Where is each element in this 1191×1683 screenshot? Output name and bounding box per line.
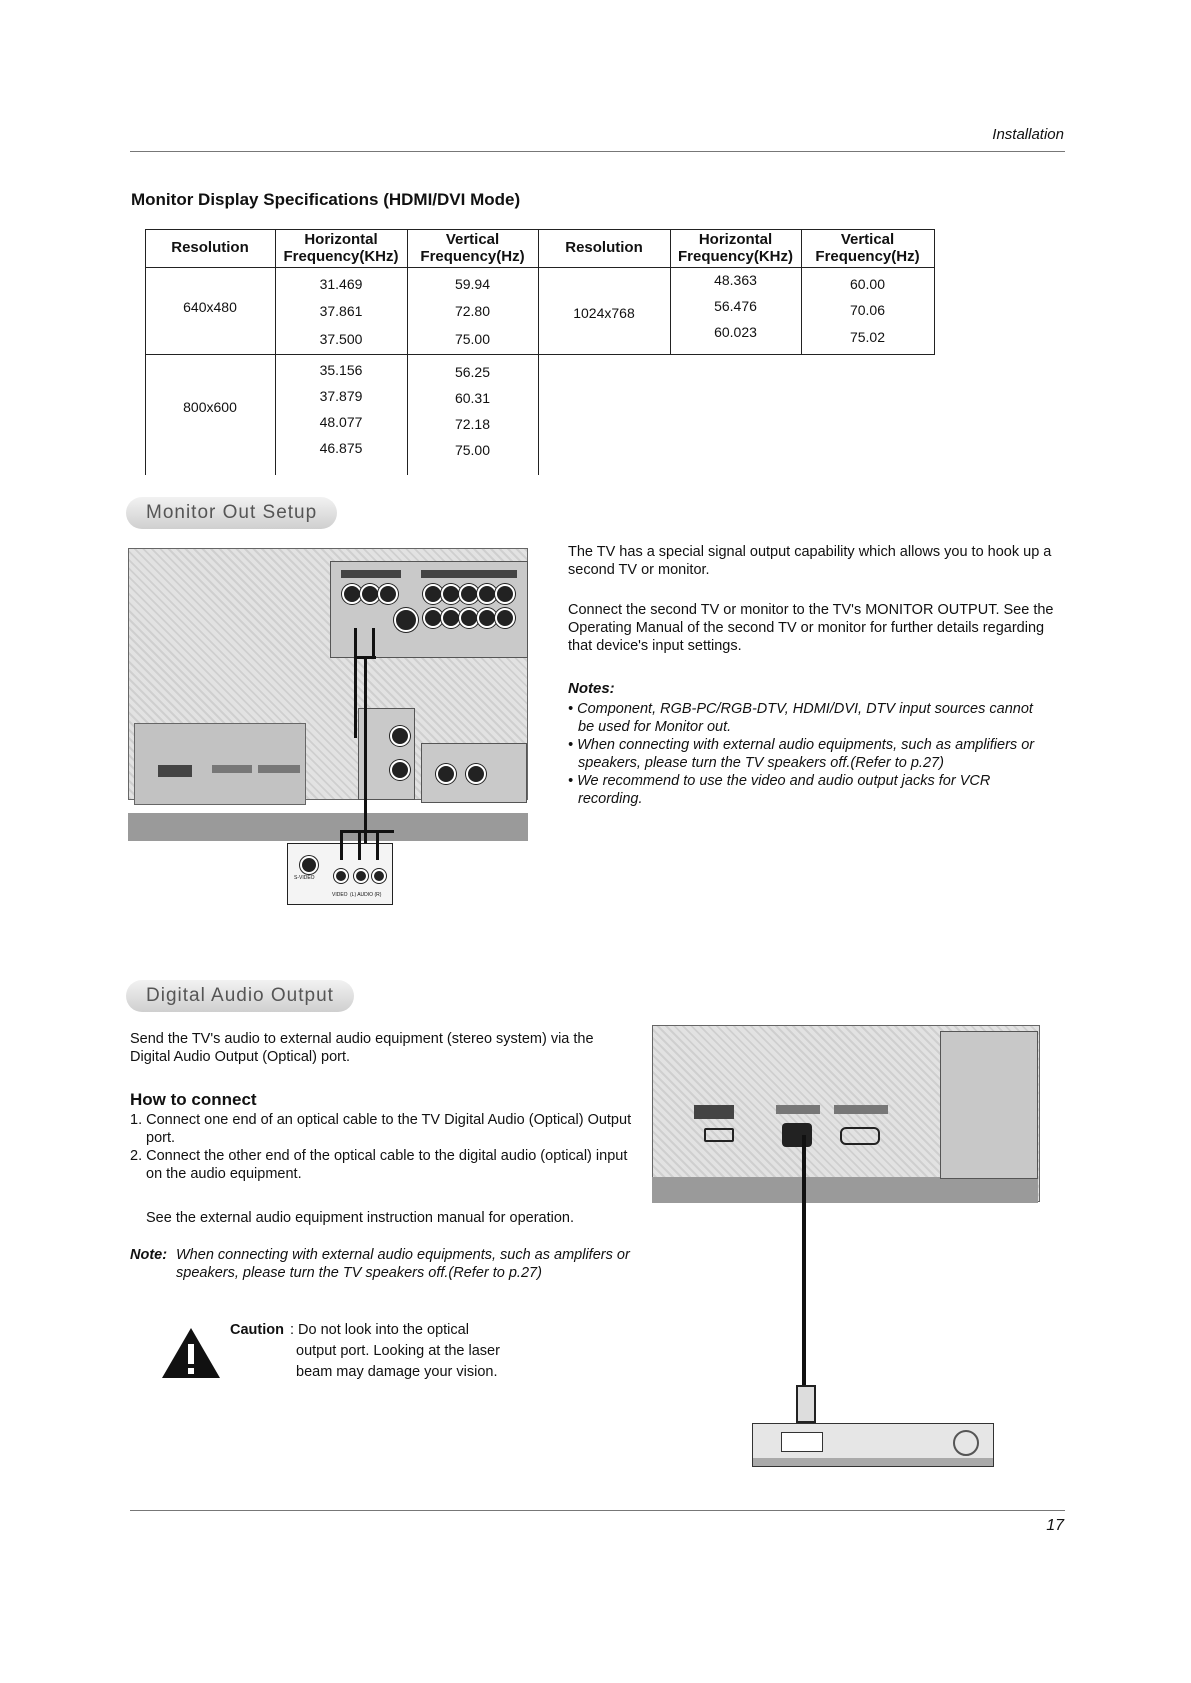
res-1024x768: 1024x768 — [573, 305, 635, 321]
antenna-panel — [940, 1031, 1038, 1179]
jack-icon — [378, 584, 398, 604]
th-vertical-2 — [801, 231, 934, 265]
section-header: Installation — [992, 126, 1064, 143]
monitor-out-p2: Connect the second TV or monitor to the TV's MONITOR OUTPUT. See the Operating Manual of the second TV or monitor for further details regarding that device's input settings. — [568, 602, 1054, 654]
h-640-0: 31.469 — [319, 276, 363, 292]
tv-bottom-strip — [128, 813, 528, 841]
notes-title: Notes: — [568, 680, 615, 697]
monitor-output-label — [341, 570, 401, 578]
th-resolution-2: Resolution — [565, 239, 643, 256]
cable — [354, 628, 357, 738]
note-text: When connecting with external audio equipments, such as amplifers or speakers, please turn the TV speakers off.(Refer to p.27) — [176, 1247, 630, 1281]
notes-list — [568, 700, 1048, 808]
th-vertical — [407, 231, 538, 265]
cable — [364, 658, 367, 843]
digital-audio-intro: Send the TV's audio to external audio equipment (stereo system) via the Digital Audio Output (Optical) port. — [130, 1031, 594, 1065]
how-to-connect-title: How to connect — [130, 1090, 257, 1109]
cable — [372, 628, 375, 658]
warning-icon — [160, 1326, 222, 1380]
jack-icon — [477, 608, 497, 628]
th-horizontal-l1: Horizontal — [304, 231, 378, 248]
th-resolution: Resolution — [171, 239, 249, 256]
component-input-label — [421, 570, 517, 578]
antenna-jack-icon — [390, 726, 410, 746]
optical-port-icon — [782, 1123, 812, 1147]
jack-icon — [423, 608, 443, 628]
th-horizontal — [275, 231, 407, 265]
rgb-port-icon — [840, 1127, 880, 1145]
caution-label: Caution — [230, 1322, 284, 1338]
h-800-2: 48.077 — [319, 414, 363, 430]
h-1024-1: 56.476 — [714, 298, 757, 314]
tv-bottom-strip — [652, 1177, 1038, 1203]
cable-jack-icon — [390, 760, 410, 780]
receiver-display — [781, 1432, 823, 1452]
steps-list — [130, 1111, 635, 1183]
audio-label: (L) AUDIO (R) — [350, 892, 382, 898]
jack-icon — [441, 584, 461, 604]
jack-icon — [459, 608, 479, 628]
page-number: 17 — [1046, 1517, 1064, 1534]
svideo-label: S-VIDEO — [294, 875, 315, 881]
svideo-jack-icon — [394, 608, 418, 632]
v-1024-1: 70.06 — [849, 302, 886, 318]
monitor-out-heading: Monitor Out Setup — [126, 497, 337, 529]
hdmi-input-label — [694, 1105, 734, 1119]
th-horizontal-l2: Frequency(KHz) — [283, 248, 399, 265]
v-640-2: 75.00 — [454, 331, 491, 347]
h-640-1: 37.861 — [319, 303, 363, 319]
optical-cable — [802, 1135, 806, 1405]
cable — [376, 830, 379, 860]
see-manual-text: See the external audio equipment instruction manual for operation. — [146, 1210, 575, 1226]
v-1024-2: 75.02 — [849, 329, 886, 345]
note-item: • Component, RGB-PC/RGB-DTV, HDMI/DVI, DTV input sources cannot be used for Monitor out. — [568, 701, 1033, 735]
volume-knob-icon — [953, 1430, 979, 1456]
th-vertical-2-l2: Frequency(Hz) — [815, 248, 920, 265]
video-jack-icon — [334, 869, 348, 883]
spec-title: Monitor Display Specifications (HDMI/DVI Mode) — [131, 190, 521, 209]
spec-table — [145, 229, 935, 479]
h-1024-2: 60.023 — [714, 324, 757, 340]
rgb-pc-input-label — [258, 765, 300, 773]
cable — [358, 830, 361, 860]
digital-audio-label — [776, 1105, 820, 1114]
footer-rule — [130, 1510, 1065, 1511]
hdmi-port-icon — [704, 1128, 734, 1142]
v-800-0: 56.25 — [454, 364, 491, 380]
step-item: 1. Connect one end of an optical cable to the TV Digital Audio (Optical) Output port. — [130, 1112, 632, 1146]
note-item: • When connecting with external audio equipments, such as amplifiers or speakers, please turn the TV speakers off.(Refer to p.27) — [568, 737, 1035, 771]
h-800-1: 37.879 — [319, 388, 363, 404]
caution-block — [230, 1320, 590, 1383]
v-1024-0: 60.00 — [849, 276, 886, 292]
optical-plug-icon — [796, 1385, 816, 1423]
receiver-base — [753, 1458, 993, 1466]
jack-icon — [459, 584, 479, 604]
res-800x600: 800x600 — [183, 399, 237, 415]
v-640-1: 72.80 — [454, 303, 491, 319]
header-rule — [130, 151, 1065, 152]
note-item: • We recommend to use the video and audio output jacks for VCR recording. — [568, 773, 991, 807]
monitor-out-p1: The TV has a special signal output capability which allows you to hook up a second TV or monitor. — [568, 544, 1052, 578]
caution-text: : Do not look into the optical output port. Looking at the laser beam may damage your vision. — [290, 1322, 500, 1380]
th-horizontal-2-l1: Horizontal — [698, 231, 773, 248]
jack-icon — [495, 584, 515, 604]
note-label: Note: — [130, 1247, 168, 1263]
audio-r-jack-icon — [372, 869, 386, 883]
th-vertical-l1: Vertical — [445, 231, 500, 248]
video-label: VIDEO — [332, 892, 348, 898]
digital-audio-diagram — [652, 1025, 1038, 1465]
h-800-0: 35.156 — [319, 362, 363, 378]
v-800-2: 72.18 — [454, 416, 491, 432]
audio-l-jack-icon — [354, 869, 368, 883]
jack-icon — [441, 608, 461, 628]
jack-icon — [436, 764, 456, 784]
jack-icon — [466, 764, 486, 784]
stereo-receiver — [752, 1423, 994, 1467]
jack-icon — [423, 584, 443, 604]
hdmi-input-label — [158, 765, 192, 777]
jack-icon — [342, 584, 362, 604]
h-1024-0: 48.363 — [714, 272, 757, 288]
v-640-0: 59.94 — [454, 276, 491, 292]
digital-audio-label — [212, 765, 252, 773]
v-800-3: 75.00 — [454, 442, 491, 458]
digital-audio-heading: Digital Audio Output — [126, 980, 354, 1012]
v-800-1: 60.31 — [454, 390, 491, 406]
rgb-pc-input-label — [834, 1105, 888, 1114]
svideo-jack-icon — [300, 856, 318, 874]
h-640-2: 37.500 — [319, 331, 363, 347]
monitor-out-diagram — [128, 548, 528, 843]
cable — [340, 830, 394, 833]
jack-icon — [477, 584, 497, 604]
note-block — [130, 1246, 650, 1282]
jack-icon — [495, 608, 515, 628]
left-input-panel — [134, 723, 306, 805]
th-horizontal-2-l2: Frequency(KHz) — [677, 248, 793, 265]
h-800-3: 46.875 — [319, 440, 363, 456]
jack-icon — [360, 584, 380, 604]
th-vertical-l2: Frequency(Hz) — [420, 248, 525, 265]
th-vertical-2-l1: Vertical — [840, 231, 895, 248]
step-item: 2. Connect the other end of the optical cable to the digital audio (optical) input on the audio equipment. — [130, 1148, 628, 1182]
th-horizontal-2 — [670, 231, 801, 265]
cable — [340, 830, 343, 860]
res-640x480: 640x480 — [183, 299, 237, 315]
